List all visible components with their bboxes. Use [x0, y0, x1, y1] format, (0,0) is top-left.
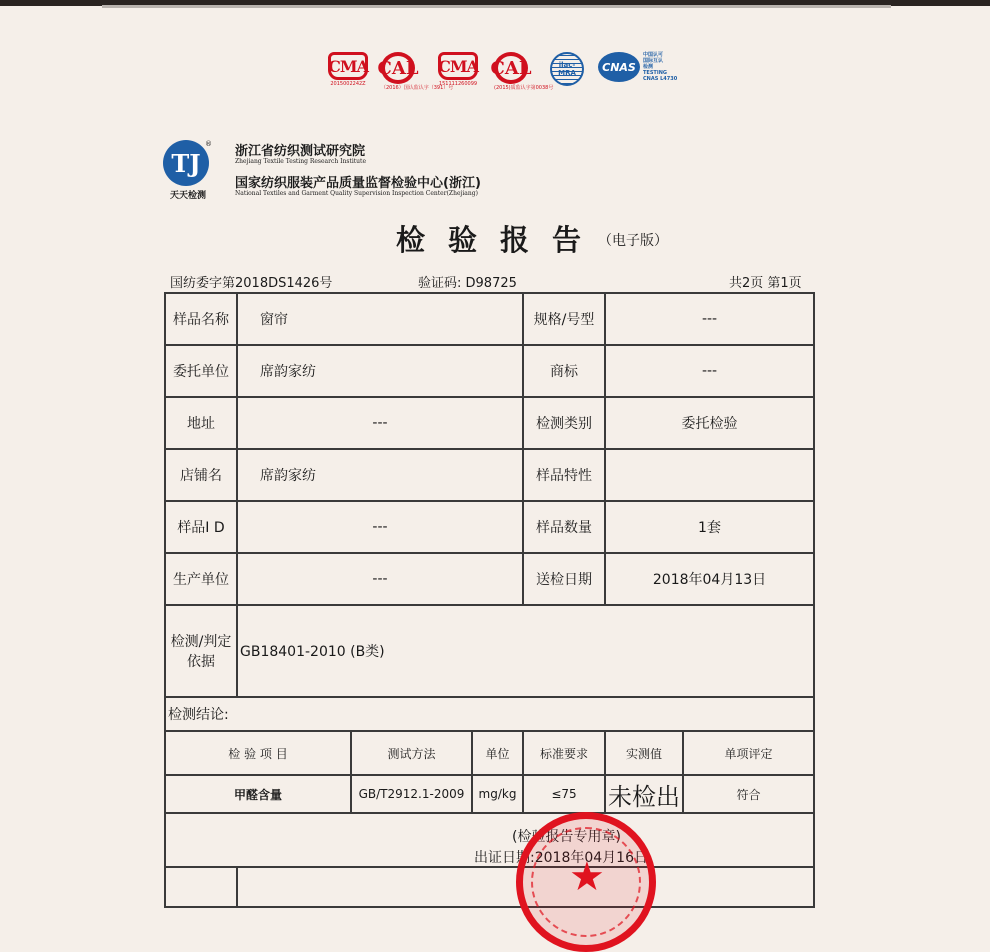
results-header-row	[165, 731, 814, 775]
qty-value: 1套	[605, 501, 814, 553]
institute-logo-icon: TJ	[163, 140, 209, 186]
basis-row	[165, 605, 814, 697]
center-name-en: National Textiles and Garment Quality Supervision Inspection Center(Zhejiang)	[235, 190, 478, 197]
cma-number: 2015002242Z	[330, 81, 366, 87]
ilac-mark-icon: ilac-MRA	[550, 52, 584, 86]
test-type-value: 委托检验	[605, 397, 814, 449]
cal-mark-icon: CAL	[381, 52, 415, 84]
report-title: 检验报告	[396, 223, 605, 257]
ilac-logo	[550, 52, 584, 86]
sample-feature-label: 样品特性	[523, 449, 605, 501]
certification-logos	[0, 52, 990, 92]
result-standard: ≤75	[523, 775, 605, 813]
cal-mark-icon: CAL	[494, 52, 528, 84]
info-row	[165, 397, 814, 449]
shop-value: 席韵家纺	[237, 449, 523, 501]
cnas-mark-icon: CNAS	[598, 52, 640, 82]
send-date-label: 送检日期	[523, 553, 605, 605]
info-row	[165, 293, 814, 345]
col-header-method: 测试方法	[351, 731, 472, 775]
client-label: 委托单位	[165, 345, 237, 397]
sample-id-value: ---	[237, 501, 523, 553]
info-row	[165, 501, 814, 553]
report-subtitle: （电子版）	[598, 233, 668, 249]
bottom-row	[165, 867, 814, 907]
conclusion-row	[165, 697, 814, 731]
shop-label: 店铺名	[165, 449, 237, 501]
client-value: 席韵家纺	[237, 345, 523, 397]
col-header-standard: 标准要求	[523, 731, 605, 775]
producer-value: ---	[237, 553, 523, 605]
address-value: ---	[237, 397, 523, 449]
top-divider	[102, 5, 891, 8]
col-header-unit: 单位	[472, 731, 523, 775]
seal-note: (检验报告专用章)	[512, 829, 621, 845]
institute-name-cn: 浙江省纺织测试研究院	[235, 144, 366, 159]
bottom-cell-left	[165, 867, 237, 907]
sample-feature-value	[605, 449, 814, 501]
cal-number: (2015)质监认字第0038号	[494, 85, 554, 91]
col-header-item: 检 验 项 目	[165, 731, 351, 775]
official-seal-icon	[516, 812, 656, 952]
sample-name-value: 窗帘	[237, 293, 523, 345]
page-count: 共2页 第1页	[729, 276, 802, 291]
registered-mark: ®	[205, 140, 212, 148]
cma-logo-1	[328, 52, 368, 87]
table-row	[165, 775, 814, 813]
result-measured: 未检出	[605, 775, 683, 813]
cma-number: 151111260099	[438, 81, 478, 87]
cnas-logo	[598, 52, 677, 82]
seal-star-icon: ★	[569, 854, 605, 900]
info-row	[165, 345, 814, 397]
result-item: 甲醛含量	[165, 775, 351, 813]
sample-id-label: 样品I D	[165, 501, 237, 553]
spec-value: ---	[605, 293, 814, 345]
cal-logo-2	[490, 52, 554, 91]
qty-label: 样品数量	[523, 501, 605, 553]
report-number: 国纺委字第2018DS1426号	[170, 276, 333, 291]
test-type-label: 检测类别	[523, 397, 605, 449]
conclusion-label: 检测结论:	[165, 697, 814, 731]
result-unit: mg/kg	[472, 775, 523, 813]
result-rating: 符合	[683, 775, 814, 813]
address-label: 地址	[165, 397, 237, 449]
cma-mark-icon: CMA	[328, 52, 368, 80]
report-table	[164, 292, 815, 908]
basis-value: GB18401-2010 (B类)	[237, 605, 814, 697]
institute-name-en: Zhejiang Textile Testing Research Institute	[235, 158, 366, 165]
verification-code: 验证码: D98725	[418, 276, 517, 291]
cal-number: （2016）国认监认字（391）号	[381, 85, 454, 91]
sample-name-label: 样品名称	[165, 293, 237, 345]
result-method: GB/T2912.1-2009	[351, 775, 472, 813]
cnas-caption: 中国认可 国际互认 检测 TESTING CNAS L4730	[643, 52, 678, 82]
info-row	[165, 449, 814, 501]
brand-label: 商标	[523, 345, 605, 397]
center-name-cn: 国家纺织服装产品质量监督检验中心(浙江)	[235, 176, 481, 191]
basis-label: 检测/判定 依据	[165, 605, 237, 697]
col-header-measured: 实测值	[605, 731, 683, 775]
producer-label: 生产单位	[165, 553, 237, 605]
cma-logo-2	[438, 52, 478, 87]
cma-mark-icon: CMA	[438, 52, 478, 80]
send-date-value: 2018年04月13日	[605, 553, 814, 605]
brand-value: ---	[605, 345, 814, 397]
col-header-rating: 单项评定	[683, 731, 814, 775]
institute-logo-caption: 天天检测	[169, 191, 206, 201]
info-row	[165, 553, 814, 605]
spec-label: 规格/号型	[523, 293, 605, 345]
issue-date: 出证日期:2018年04月16日	[474, 850, 648, 866]
